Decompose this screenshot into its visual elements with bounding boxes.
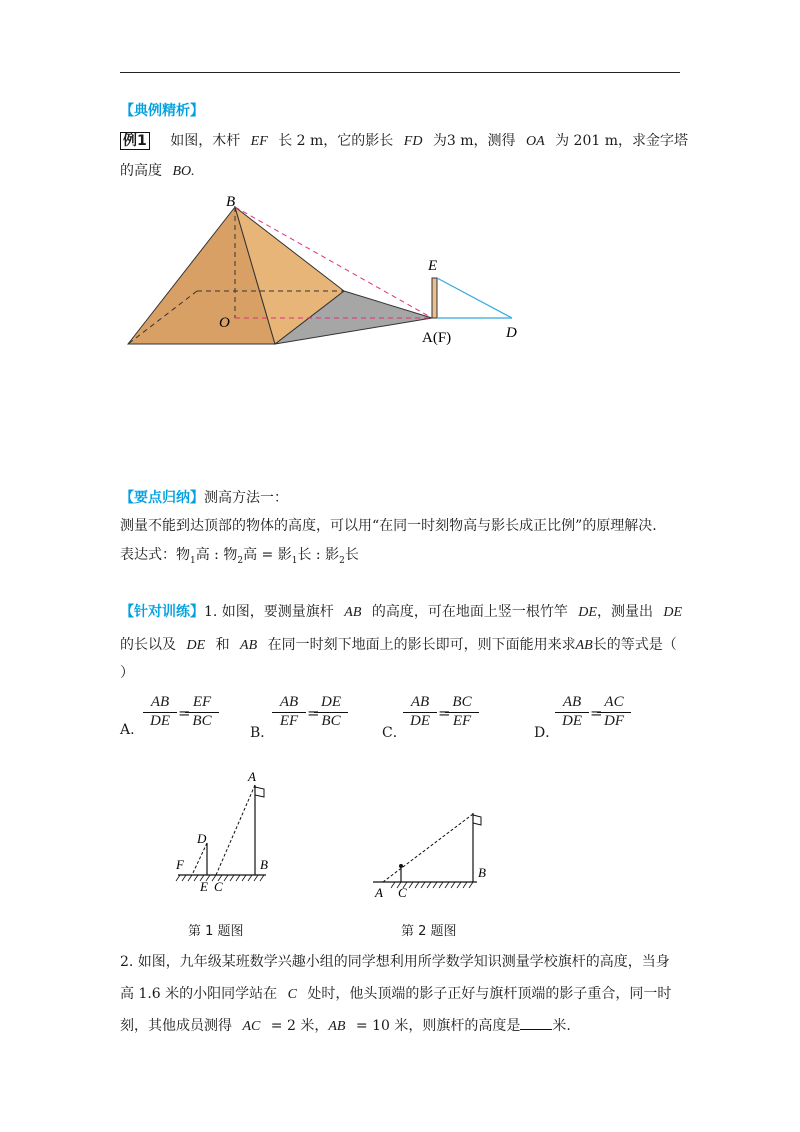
equals-sign: = bbox=[307, 704, 320, 722]
text: 影 bbox=[277, 547, 292, 563]
numerator: AB bbox=[143, 694, 177, 713]
label-b: B bbox=[226, 194, 236, 210]
fraction bbox=[445, 694, 479, 730]
subscript: 2 bbox=[339, 555, 345, 566]
label-o: O bbox=[219, 315, 230, 331]
numerator: AB bbox=[272, 694, 306, 713]
figure-2-caption: 第 2 题图 bbox=[401, 924, 457, 939]
var: AB bbox=[328, 1019, 346, 1034]
equals-sign: = bbox=[178, 704, 191, 722]
text: 如图，木杆 bbox=[170, 133, 241, 149]
text: 高 bbox=[195, 547, 210, 563]
formula bbox=[120, 544, 359, 566]
figure-1 bbox=[170, 765, 280, 895]
option-label: A. bbox=[120, 722, 135, 738]
text: 为3 m，测得 bbox=[432, 133, 516, 149]
label-e: E bbox=[200, 879, 208, 894]
text: 的高度，可在地面上竖一根竹竿 bbox=[371, 604, 568, 620]
label-f: F bbox=[176, 857, 184, 872]
label-b: B bbox=[260, 857, 268, 872]
var-ef: EF bbox=[250, 134, 268, 149]
numerator: DE bbox=[314, 694, 348, 713]
denominator: BC bbox=[192, 713, 212, 729]
sun-ray bbox=[383, 814, 473, 882]
var: DE bbox=[663, 605, 683, 620]
fraction bbox=[143, 694, 177, 730]
fraction bbox=[403, 694, 437, 730]
option-label: C． bbox=[382, 725, 407, 741]
denominator: DE bbox=[150, 713, 170, 729]
text: 长 bbox=[344, 547, 359, 563]
var: DE bbox=[578, 605, 597, 620]
subscript: 2 bbox=[237, 555, 244, 566]
section-title-examples: 【典例精析】 bbox=[120, 103, 204, 119]
var-oa: OA bbox=[525, 134, 545, 149]
text: 高 bbox=[243, 547, 258, 563]
text: 影 bbox=[325, 547, 340, 563]
example-label: 例1 bbox=[120, 132, 150, 150]
text: 在同一时刻下地面上的影长即可，则下面能用来求 bbox=[267, 637, 576, 653]
q2-line-2 bbox=[120, 983, 671, 1003]
q1-line-1 bbox=[120, 601, 682, 621]
denominator: DE bbox=[562, 713, 582, 729]
label-c: C bbox=[214, 879, 223, 894]
example-1-line-1 bbox=[120, 130, 688, 150]
denominator: DF bbox=[604, 713, 624, 729]
text: : bbox=[311, 547, 326, 563]
ray-ac bbox=[216, 785, 255, 875]
fraction bbox=[272, 694, 306, 730]
key-points-line-1: 测量不能到达顶部的物体的高度，可以用“在同一时刻物高与影长成正比例”的原理解决. bbox=[120, 518, 657, 534]
flag bbox=[255, 787, 264, 797]
text: 为 201 m，求金字塔 bbox=[555, 133, 689, 149]
fraction bbox=[597, 694, 631, 730]
var: AB bbox=[240, 638, 258, 653]
numerator: AC bbox=[597, 694, 631, 713]
label-a: A bbox=[375, 885, 383, 900]
pole-ef bbox=[432, 278, 437, 318]
text: ，测量出 bbox=[596, 604, 653, 620]
equals-sign: = bbox=[438, 704, 451, 722]
ray-df bbox=[192, 843, 207, 875]
person-head bbox=[399, 864, 403, 868]
label-a-f: A(F) bbox=[422, 330, 452, 346]
figure-2 bbox=[365, 805, 495, 900]
var: AB bbox=[344, 605, 362, 620]
text: = bbox=[257, 547, 278, 563]
numerator: EF bbox=[185, 694, 219, 713]
q1-line-3: ） bbox=[120, 665, 134, 681]
answer-blank[interactable] bbox=[520, 1017, 552, 1030]
text: 长的等式是（ bbox=[592, 637, 677, 653]
label-d: D bbox=[506, 325, 517, 341]
denominator: EF bbox=[279, 713, 299, 729]
flag bbox=[473, 815, 481, 825]
text: : bbox=[209, 547, 224, 563]
key-points-heading bbox=[120, 487, 288, 507]
text: 1. 如图，要测量旗杆 bbox=[204, 604, 334, 620]
numerator: AB bbox=[403, 694, 437, 713]
text: 刻，其他成员测得 bbox=[120, 1018, 232, 1034]
fraction bbox=[555, 694, 589, 730]
var-bo: BO. bbox=[172, 164, 195, 179]
text: 物 bbox=[223, 547, 238, 563]
denominator: EF bbox=[452, 713, 472, 729]
var-fd: FD bbox=[403, 134, 423, 149]
label-c: C bbox=[398, 885, 407, 900]
text: 的长以及 bbox=[120, 637, 176, 653]
text: = 2 米， bbox=[270, 1018, 329, 1034]
text: 的高度 bbox=[120, 163, 162, 179]
pyramid-figure bbox=[120, 190, 540, 360]
fraction bbox=[185, 694, 219, 730]
text: 高 1.6 米的小阳同学站在 bbox=[120, 986, 278, 1002]
var: C bbox=[287, 987, 297, 1002]
top-rule bbox=[120, 72, 680, 73]
text: 处时，他头顶端的影子正好与旗杆顶端的影子重合，同一时 bbox=[307, 986, 672, 1002]
text: 表达式： bbox=[120, 547, 176, 563]
numerator: BC bbox=[445, 694, 479, 713]
section-title-key-points: 【要点归纳】 bbox=[120, 490, 204, 506]
var: AB bbox=[575, 638, 593, 653]
denominator: DE bbox=[410, 713, 430, 729]
text: 长 2 m，它的影长 bbox=[278, 133, 394, 149]
option-label: B． bbox=[250, 725, 275, 741]
var: AC bbox=[242, 1019, 261, 1034]
subscript: 1 bbox=[190, 555, 196, 566]
sun-ray-ed bbox=[437, 278, 512, 318]
label-b: B bbox=[478, 865, 486, 880]
label-a: A bbox=[248, 769, 256, 784]
q2-line-3 bbox=[120, 1015, 571, 1035]
equals-sign: = bbox=[590, 704, 603, 722]
label-e: E bbox=[428, 258, 438, 274]
option-label: D． bbox=[534, 725, 560, 741]
denominator: BC bbox=[321, 713, 341, 729]
q2-line-1: 2. 如图，九年级某班数学兴趣小组的同学想利用所学数学知识测量学校旗杆的高度，当身 bbox=[120, 954, 670, 970]
text: = 10 米，则旗杆的高度是 bbox=[355, 1018, 521, 1034]
var: DE bbox=[186, 638, 206, 653]
figure-1-caption: 第 1 题图 bbox=[188, 924, 244, 939]
text: 物 bbox=[176, 547, 190, 563]
section-title-practice: 【针对训练】 bbox=[120, 604, 204, 620]
text: 和 bbox=[215, 637, 230, 653]
q1-line-2 bbox=[120, 634, 677, 654]
label-d: D bbox=[197, 831, 207, 846]
subscript: 1 bbox=[291, 555, 298, 566]
fraction bbox=[314, 694, 348, 730]
example-1-line-2 bbox=[120, 160, 195, 180]
method-subtitle: 测高方法一： bbox=[204, 490, 288, 506]
numerator: AB bbox=[555, 694, 589, 713]
text: 米. bbox=[552, 1018, 571, 1034]
text: 长 bbox=[297, 547, 312, 563]
